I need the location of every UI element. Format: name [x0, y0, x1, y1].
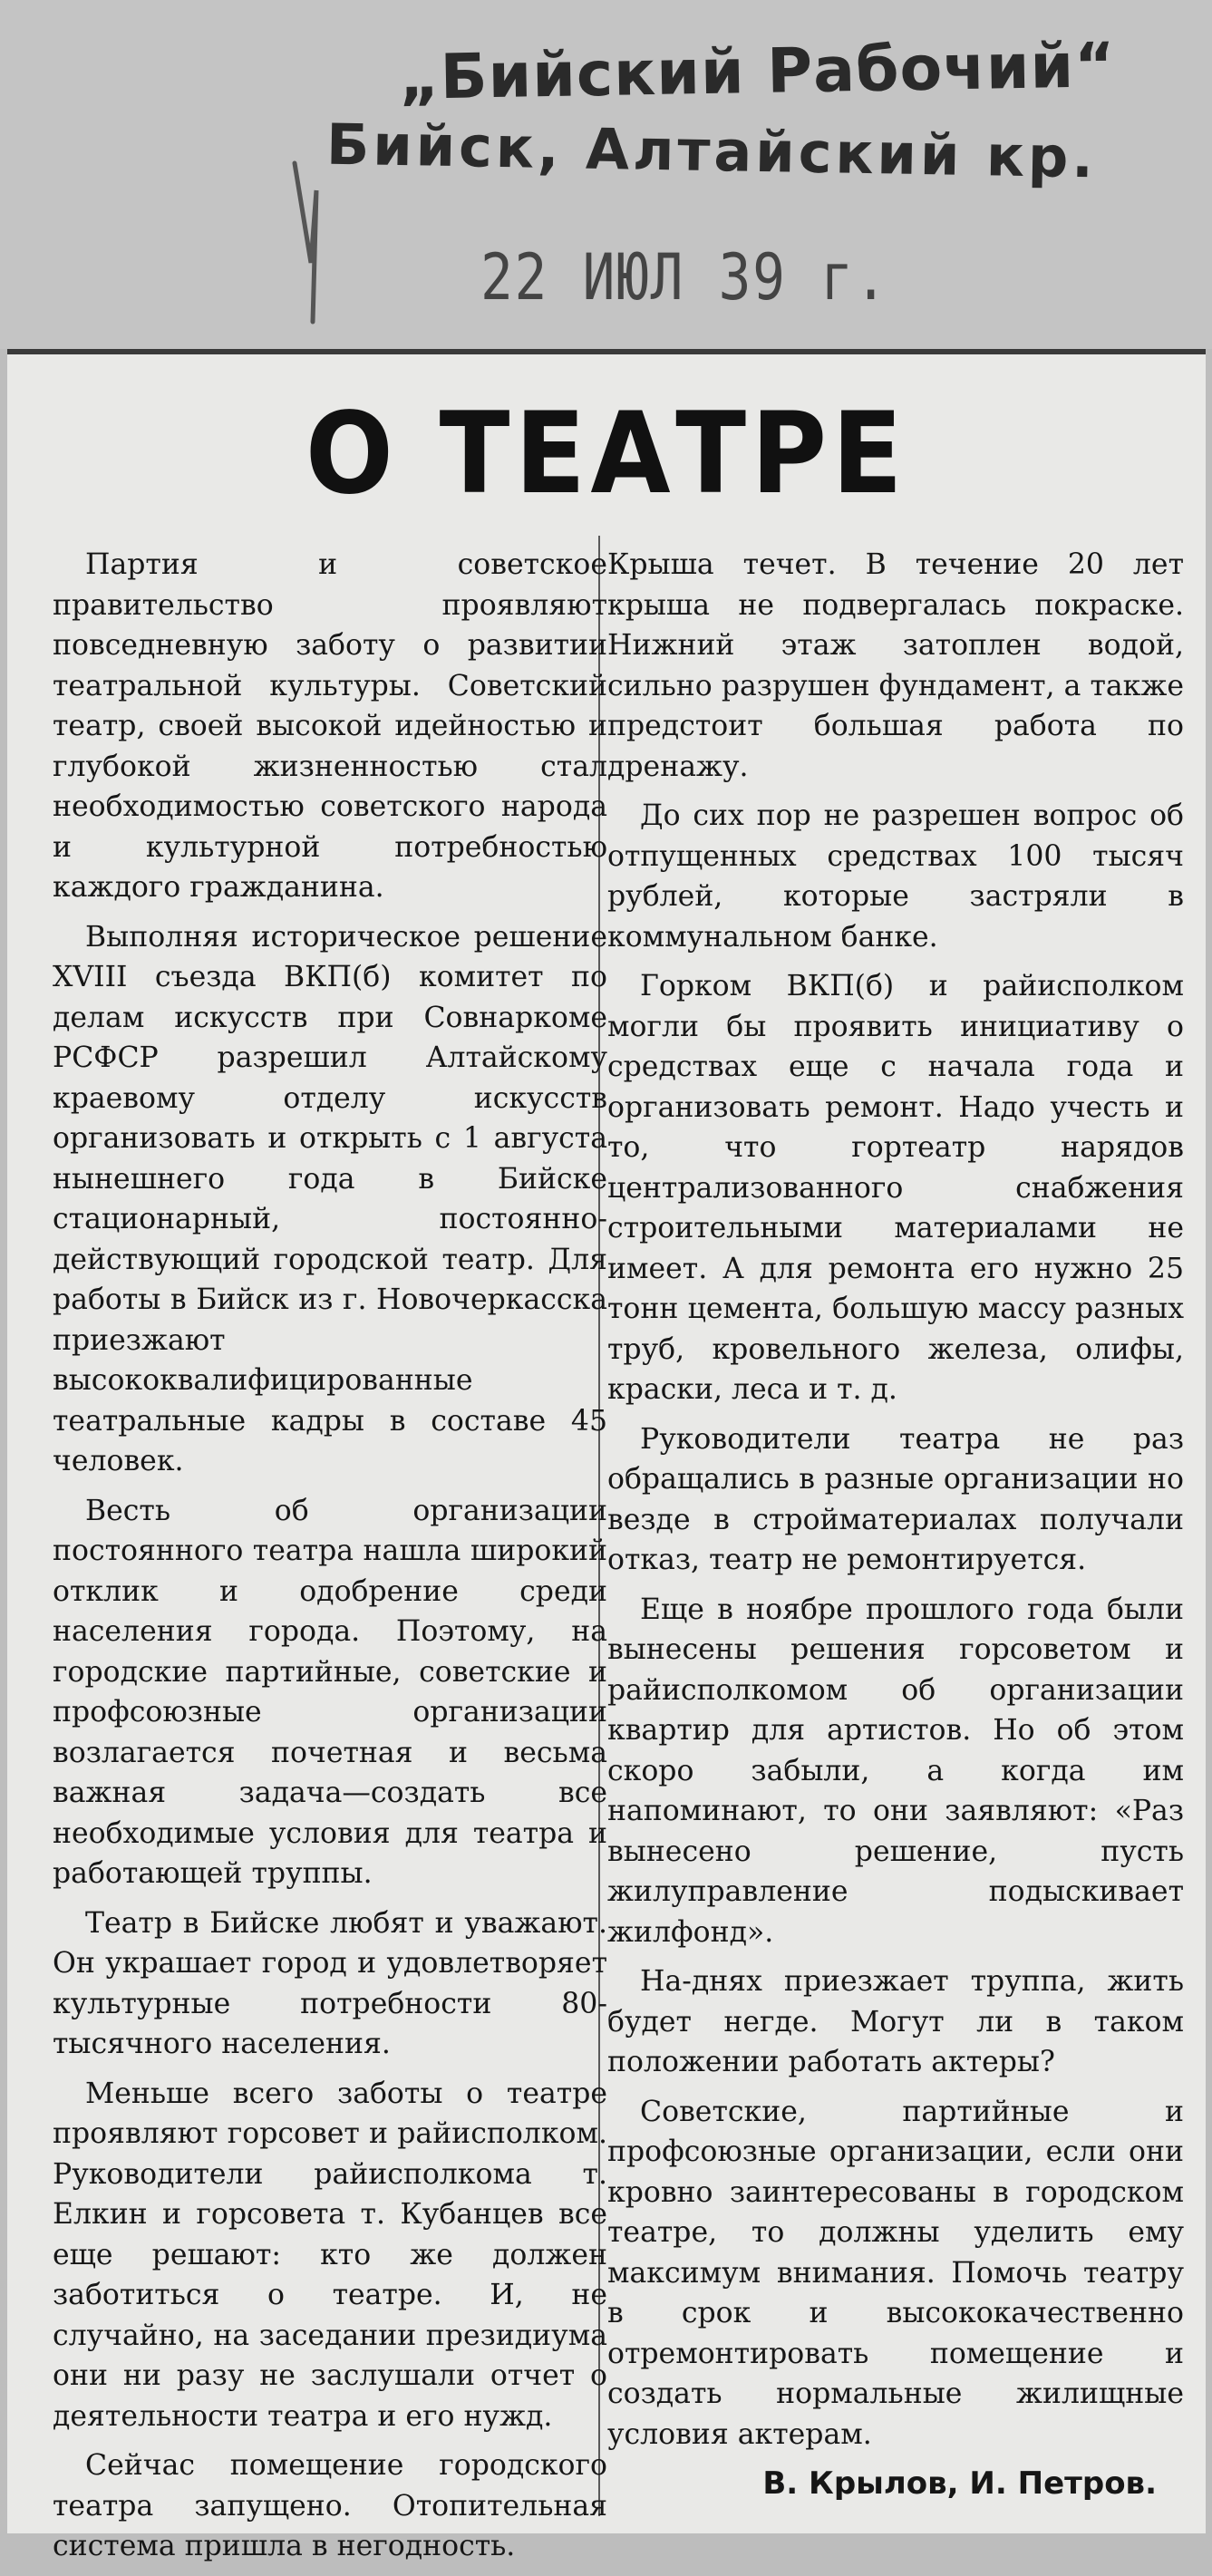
library-stamp-area [0, 0, 1212, 349]
article-signature: В. Крылов, И. Петров. [762, 2465, 1157, 2502]
paragraph: Руководители театра не раз обращались в разные организации но везде в стройматериалах получали отказ, театр не ремонтируется. [607, 1422, 1184, 1576]
article-right-column [607, 545, 1184, 2513]
paragraph: Еще в ноябре прошлого года были вынесены решения горсоветом и райисполкомом об организации квартир для артистов. Но об этом скоро забыли, а когда им напоминают, то они заявляют: «Раз вынесено решение, пусть жилуправление подыскивает жилфонд». [607, 1593, 1184, 1949]
pencil-mark-icon [286, 154, 340, 326]
paragraph: Меньше всего заботы о театре проявляют горсовет и райисполком. Руководители райисполкома т. Елкин и горсовета т. Кубанцев все еще решают: кто же должен заботиться о театре. И, не случайно, на заседании президиума они ни разу не заслушали отчет о деятельности театра и его нужд. [53, 2077, 607, 2433]
article-left-column [53, 545, 607, 2576]
paragraph: Весть об организации постоянного театра нашла широкий отклик и одобрение среди населения города. Поэтому, на городские партийные, советские и профсоюзные организации возлагается почетная и весьма важная задача—создать все необходимые условия для театра и работающей труппы. [53, 1494, 607, 1890]
paragraph: Театр в Бийске любят и уважают. Он украшает город и удовлетворяет культурные потребности 80-тысячного населения. [53, 1906, 607, 2060]
newspaper-clipping [7, 349, 1206, 2562]
paragraph: Советские, партийные и профсоюзные организации, если они кровно заинтересованы в городском театре, то должны уделить ему максимум внимания. Помочь театру в срок и высококачественно отремонтировать помещение и создать нормальные жилищные условия актерам. [607, 2095, 1184, 2451]
paragraph: На-днях приезжает труппа, жить будет негде. Могут ли в таком положении работать актеры? [607, 1965, 1184, 2078]
paragraph: Выполняя историческое решение XVIII съезда ВКП(б) комитет по делам искусств при Совнаркоме РСФСР разрешил Алтайскому краевому отделу искусств организовать и открыть с 1 августа нынешнего года в Бийске стационарный, постоянно-действующий городской театр. Для работы в Бийск из г. Новочеркасска приезжают высококвалифицированные театральные кадры в составе 45 человек. [53, 920, 607, 1477]
paragraph: Партия и советское правительство проявляют повседневную заботу о развитии театральной культуры. Советский театр, своей высокой идейностью и глубокой жизненностью стал необходимостью советского народа и культурной потребностью каждого гражданина. [53, 548, 607, 904]
paragraph: Сейчас помещение городского театра запущено. Отопительная система пришла в негодность. [53, 2449, 607, 2562]
stamp-newspaper-name: „Бийский Рабочий“ [398, 30, 1117, 114]
article-title: О ТЕАТРЕ [305, 389, 908, 519]
paragraph: Крыша течет. В течение 20 лет крыша не подвергалась покраске. Нижний этаж затоплен водой, сильно разрушен фундамент, а также предстоит большая работа по дренажу. [607, 548, 1184, 783]
paragraph: До сих пор не разрешен вопрос об отпущенных средствах 100 тысяч рублей, которые застряли в коммунальном банке. [607, 799, 1184, 954]
stamp-place: Бийск, Алтайский кр. [325, 111, 1098, 191]
paragraph: Горком ВКП(б) и райисполком могли бы проявить инициативу о средствах еще с начала года и организовать ремонт. Надо учесть и то, что гортеатр нарядов централизованного снабжения строительными материалами не имеет. А для ремонта его нужно 25 тонн цемента, большую массу разных труб, кровельного железа, олифы, краски, леса и т. д. [607, 970, 1184, 1406]
stamp-date: 22 ИЮЛ 39 г. [480, 240, 889, 315]
